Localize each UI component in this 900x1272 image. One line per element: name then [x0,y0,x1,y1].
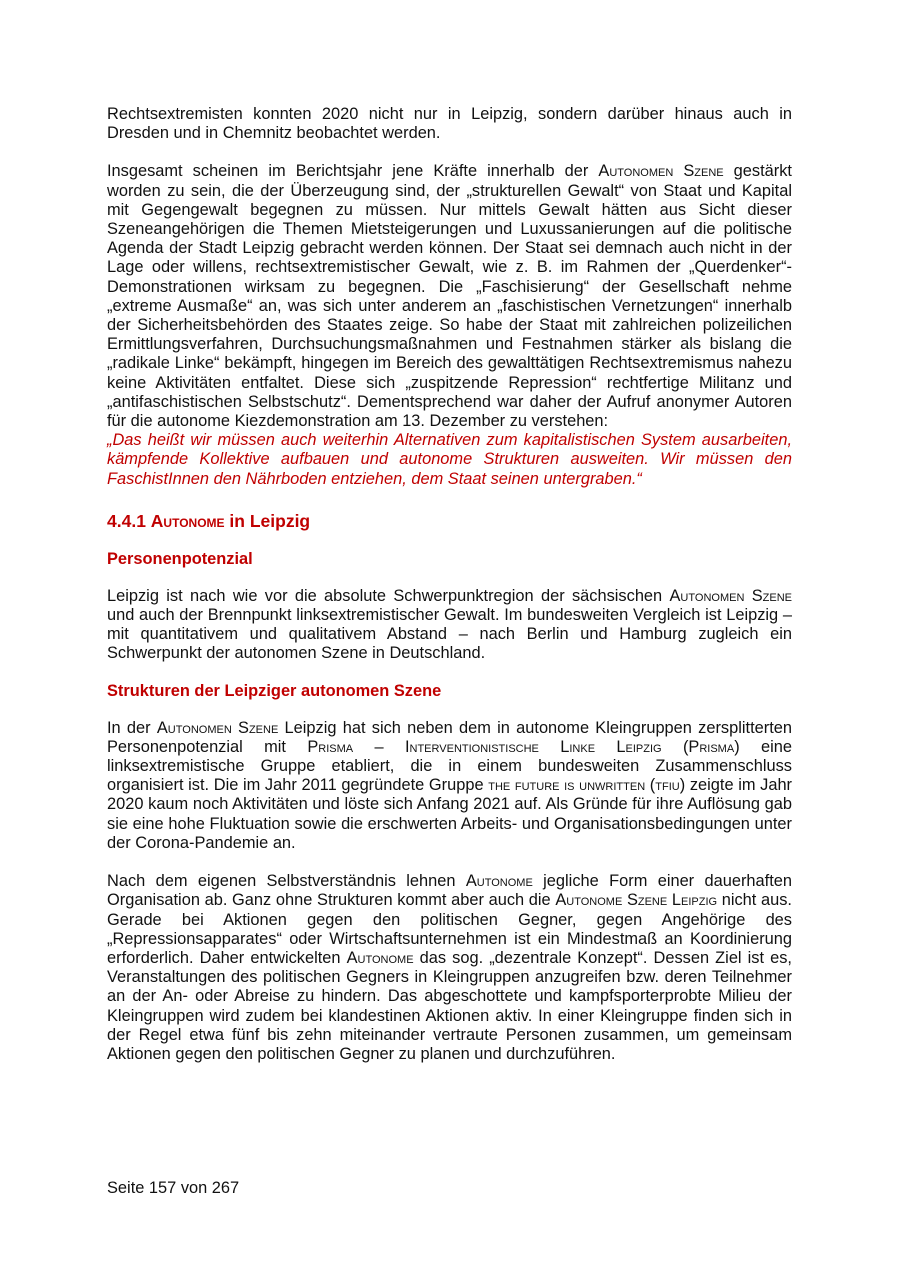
paragraph-2: Insgesamt scheinen im Berichtsjahr jene Kräfte innerhalb der Autonomen Szene gestärkt worden zu sein, die der Überzeugung sind, der „strukturellen Gewalt“ von Staat und Kapital mit Gegengewalt begegnen zu müssen. Nur mittels Gewalt hätten aus Sicht dieser Szeneangehörigen die Themen Mietsteigerungen und Luxussanierungen auf die politische Agenda der Stadt Leipzig gebracht werden können. Der Staat sei demnach auch nicht in der Lage oder willens, rechtsextremistischer Gewalt, wie z. B. im Rahmen der „Querdenker“-Demonstrationen wirksam zu begegnen. Die „Faschisierung“ der Gesellschaft nehme „extreme Ausmaße“ an, was sich unter anderem an „faschistischen Vernetzungen“ innerhalb der Sicherheitsbehörden des Staates zeige. So habe der Staat mit zahlreichen polizeilichen Ermittlungsverfahren, Durchsuchungsmaßnahmen und Festnahmen stärker als bislang die „radikale Linke“ bekämpft, hingegen im Bereich des gewalttätigen Rechtsextremismus nahezu keine Aktivitäten entfaltet. Diese sich „zuspitzende Repression“ rechtfertige Militanz und „antifaschistischen Selbstschutz“. Dementsprechend war daher der Aufruf anonymer Autoren für die autonome Kiezdemonstration am 13. Dezember zu verstehen: [107,162,792,431]
block-quote: „Das heißt wir müssen auch weiterhin Alternativen zum kapitalistischen System ausarbeiten, kämpfende Kollektive aufbauen und autonome Strukturen ausweiten. Wir müssen den FaschistInnen den Nährboden entziehen, dem Staat seinen untergraben.“ [107,431,792,488]
term-autonome-szene: Autonomen Szene [598,162,724,181]
paragraph-4: In der Autonomen Szene Leipzig hat sich neben dem in autonome Kleingruppen zersplitterten Personenpotenzial mit Prisma – Interventionistische Linke Leipzig (Prisma) eine linksextremistische Gruppe etabliert, die in einem bundesweiten Zusammenschluss organisiert ist. Die im Jahr 2011 gegründete Gruppe the future is unwritten (tfiu) zeigte im Jahr 2020 kaum noch Aktivitäten und löste sich Anfang 2021 auf. Als Gründe für ihre Auflösung gab sie eine hohe Fluktuation sowie die erschwerten Arbeits- und Organisationsbedingungen unter der Corona-Pandemie an. [107,718,793,852]
document-page [107,105,792,1064]
paragraph-1: Rechtsextremisten konnten 2020 nicht nur in Leipzig, sondern darüber hinaus auch in Dresden und in Chemnitz beobachtet werden. [107,105,792,143]
subheading-strukturen: Strukturen der Leipziger autonomen Szene [107,681,442,700]
paragraph-3: Leipzig ist nach wie vor die absolute Schwerpunktregion der sächsischen Autonomen Szene und auch der Brennpunkt linksextremistischer Gewalt. Im bundesweiten Vergleich ist Leipzig – mit quantitativem und qualitativem Abstand – nach Berlin und Hamburg zugleich ein Schwerpunkt der autonomen Szene in Deutschland. [107,586,792,663]
page-number: Seite 157 von 267 [107,1179,240,1197]
paragraph-5: Nach dem eigenen Selbstverständnis lehnen Autonome jegliche Form einer dauerhaften Organisation ab. Ganz ohne Strukturen kommt aber auch die Autonome Szene Leipzig nicht aus. Gerade bei Aktionen gegen den politischen Gegner, gegen Angehörige des „Repressionsapparates“ oder Wirtschaftsunternehmen ist ein Mindestmaß an Koordinierung erforderlich. Daher entwickelten Autonome das sog. „dezentrale Konzept“. Dessen Ziel ist es, Veranstaltungen des politischen Gegners in Kleingruppen anzugreifen bzw. deren Teilnehmer an der An- oder Abreise zu hindern. Das abgeschottete und kampfsporterprobte Milieu der Kleingruppen wird zudem bei klandestinen Aktionen aktiv. In einer Kleingruppe finden sich in der Regel etwa fünf bis zehn miteinander vertraute Personen zusammen, um gemeinsam Aktionen gegen den politischen Gegner zu planen und durchzuführen. [107,872,792,1063]
section-heading: 4.4.1 Autonome in Leipzig [107,510,311,531]
subheading-personenpotenzial: Personenpotenzial [107,549,253,568]
